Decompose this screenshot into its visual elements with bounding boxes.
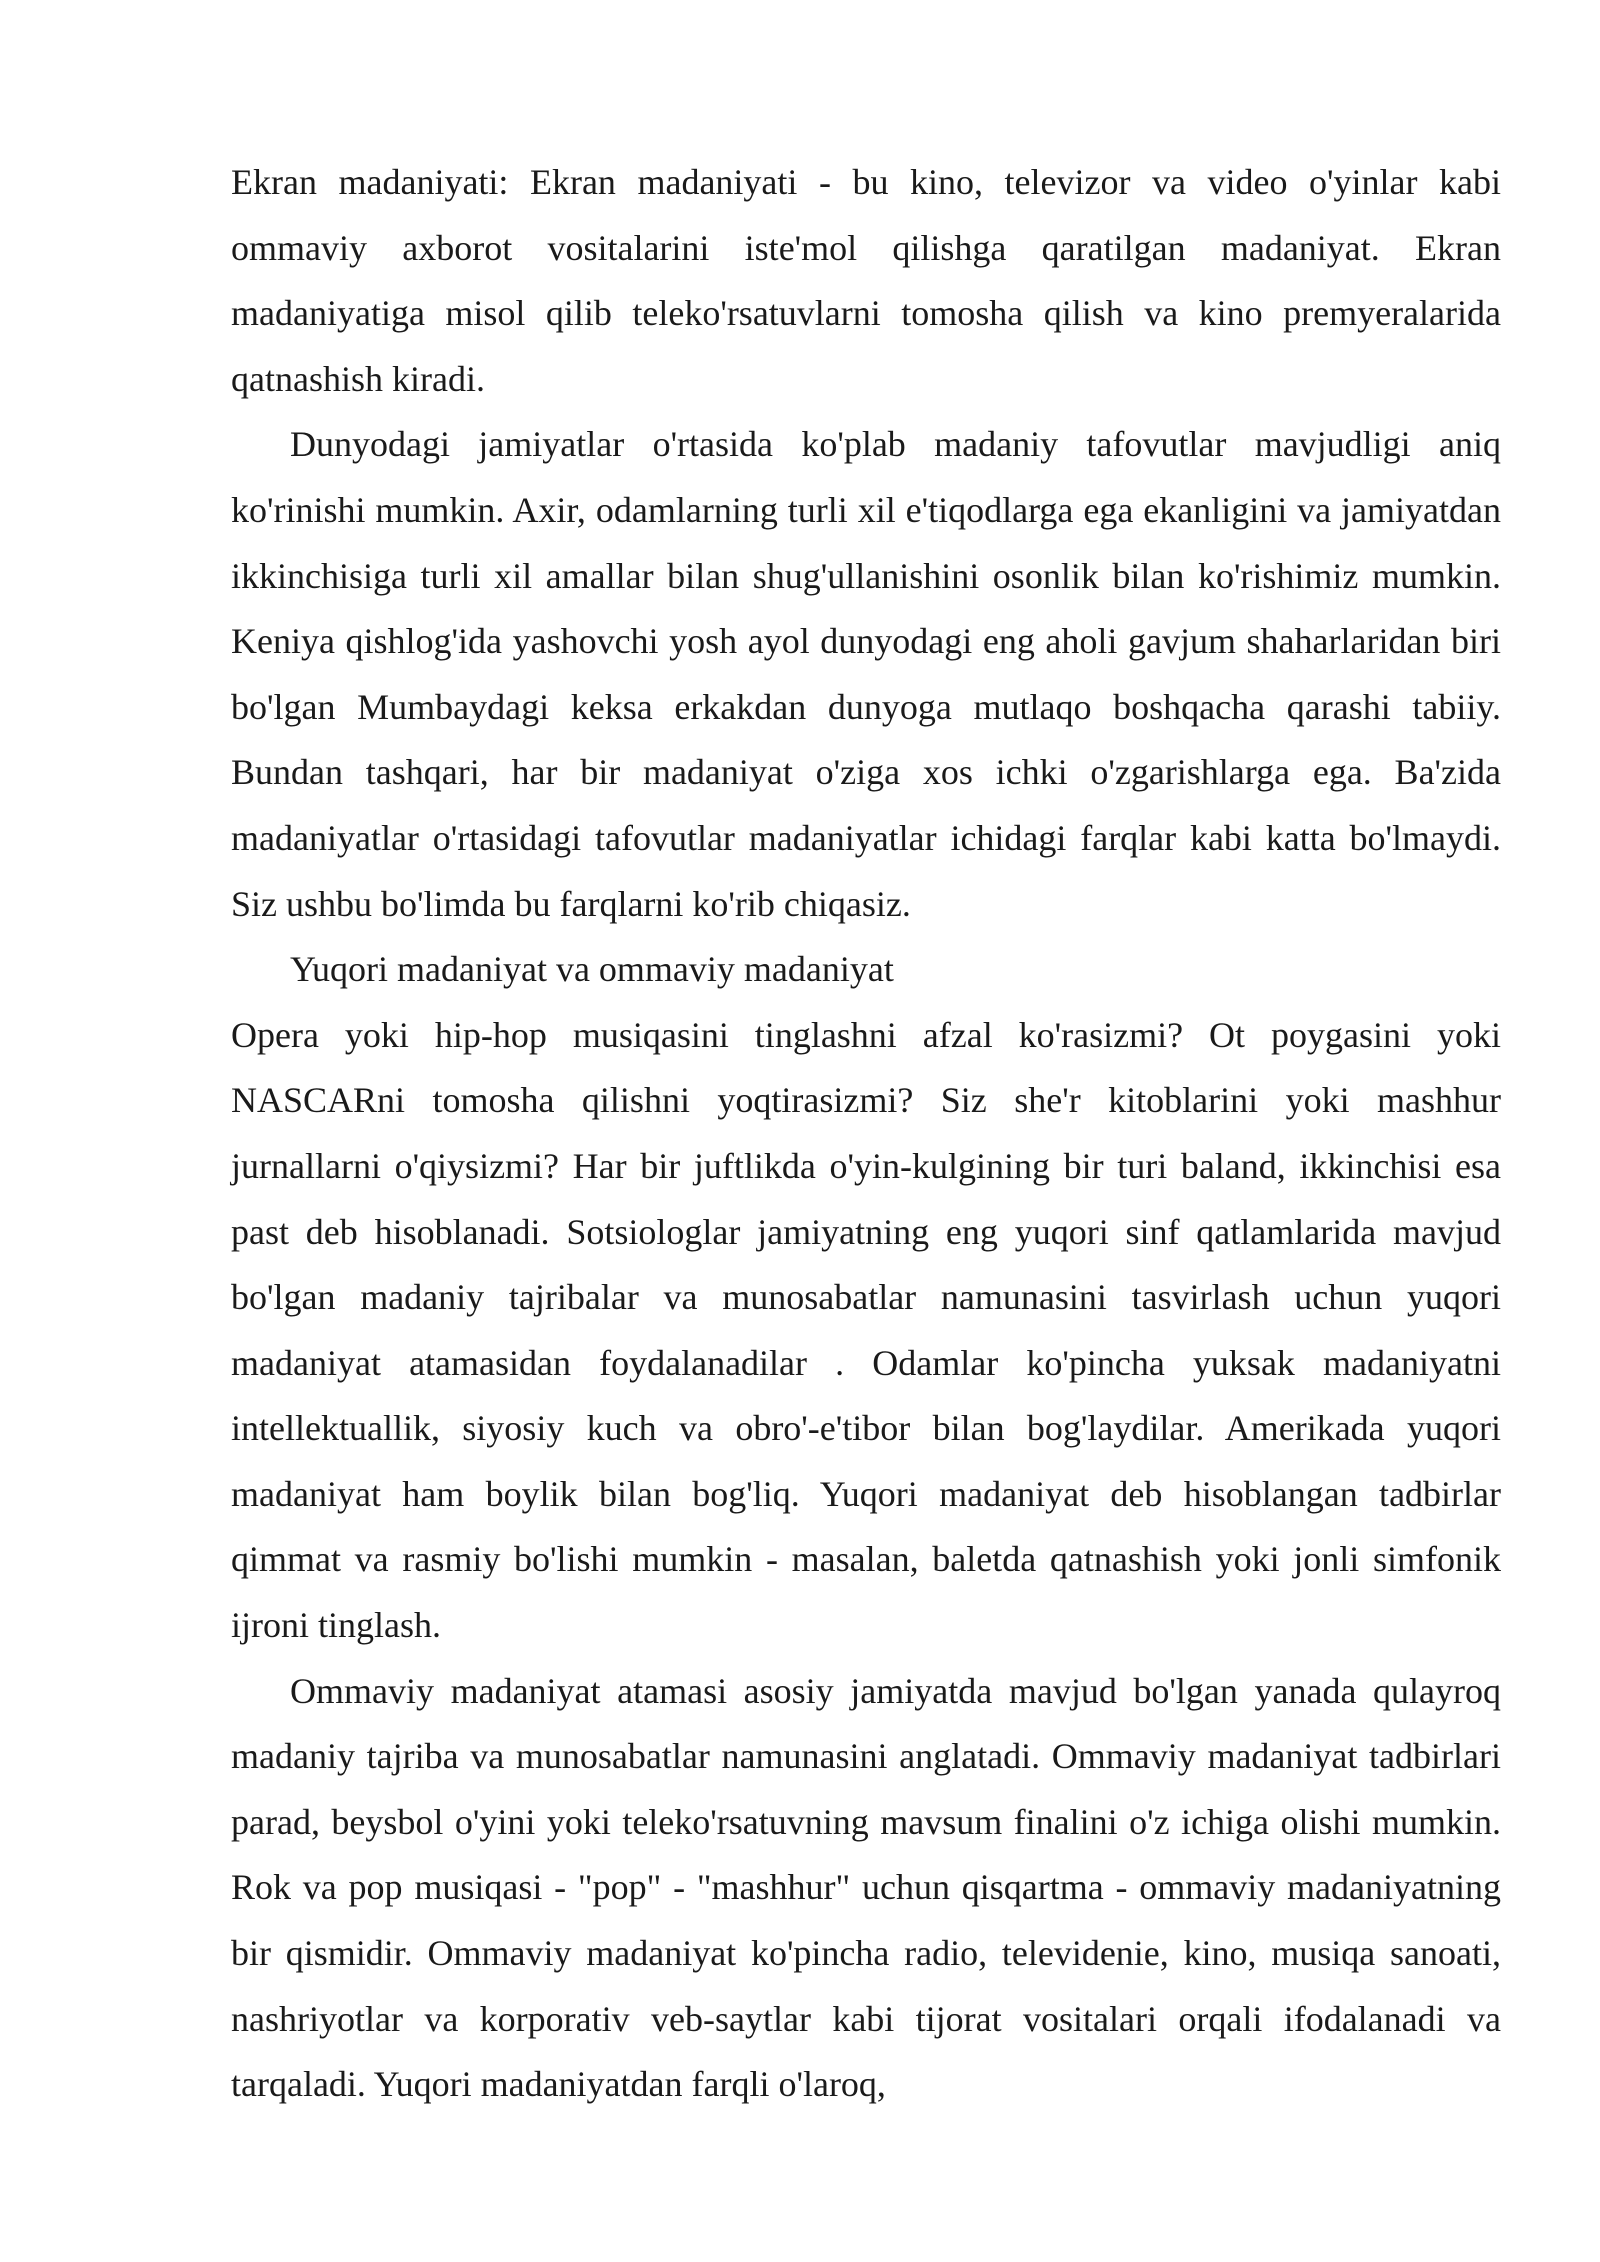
paragraph-yuqori-madaniyat: Opera yoki hip-hop musiqasini tinglashni afzal ko'rasizmi? Ot poygasini yoki NASCARni tomosha qilishni yoqtirasizmi? Siz she'r kitoblarini yoki mashhur jurnallarni o'qiysizmi? Har bir juftlikda o'yin-kulgining bir turi baland, ikkinchisi esa past deb hisoblanadi. Sotsiologlar jamiyatning eng yuqori sinf qatlamlarida mavjud bo'lgan madaniy tajribalar va munosabatlar namunasini tasvirlash uchun yuqori madaniyat atamasidan foydalanadilar . Odamlar ko'pincha yuksak madaniyatni intellektuallik, siyosiy kuch va obro'-e'tibor bilan bog'laydilar. Amerikada yuqori madaniyat ham boylik bilan bog'liq. Yuqori madaniyat deb hisoblangan tadbirlar qimmat va rasmiy bo'lishi mumkin - masalan, baletda qatnashish yoki jonli simfonik ijroni tinglash. [231,1014,1501,1646]
document-page [231,150,1501,2118]
paragraph-madaniy-tafovutlar: Dunyodagi jamiyatlar o'rtasida ko'plab madaniy tafovutlar mavjudligi aniq ko'rinishi mumkin. Axir, odamlarning turli xil e'tiqodlarga ega ekanligini va jamiyatdan ikkinchisiga turli xil amallar bilan shug'ullanishini osonlik bilan ko'rishimiz mumkin. Keniya qishlog'ida yashovchi yosh ayol dunyodagi eng aholi gavjum shaharlaridan biri bo'lgan Mumbaydagi keksa erkakdan dunyoga mutlaqo boshqacha qarashi tabiiy. Bundan tashqari, har bir madaniyat o'ziga xos ichki o'zgarishlarga ega. Ba'zida madaniyatlar o'rtasidagi tafovutlar madaniyatlar ichidagi farqlar kabi katta bo'lmaydi. Siz ushbu bo'limda bu farqlarni ko'rib chiqasiz. [231,424,1501,924]
paragraph-ommaviy-madaniyat: Ommaviy madaniyat atamasi asosiy jamiyatda mavjud bo'lgan yanada qulayroq madaniy tajriba va munosabatlar namunasini anglatadi. Ommaviy madaniyat tadbirlari parad, beysbol o'yini yoki teleko'rsatuvning mavsum finalini o'z ichiga olishi mumkin. Rok va pop musiqasi - "pop" - "mashhur" uchun qisqartma - ommaviy madaniyatning bir qismidir. Ommaviy madaniyat ko'pincha radio, televidenie, kino, musiqa sanoati, nashriyotlar va korporativ veb-saytlar kabi tijorat vositalari orqali ifodalanadi va tarqaladi. Yuqori madaniyatdan farqli o'laroq, [231,1670,1501,2105]
section-heading: Yuqori madaniyat va ommaviy madaniyat [290,949,894,990]
paragraph-ekran-madaniyati: Ekran madaniyati: Ekran madaniyati - bu kino, televizor va video o'yinlar kabi ommaviy axborot vositalarini iste'mol qilishga qaratilgan madaniyat. Ekran madaniyatiga misol qilib teleko'rsatuvlarni tomosha qilish va kino premyeralarida qatnashish kiradi. [231,162,1501,399]
